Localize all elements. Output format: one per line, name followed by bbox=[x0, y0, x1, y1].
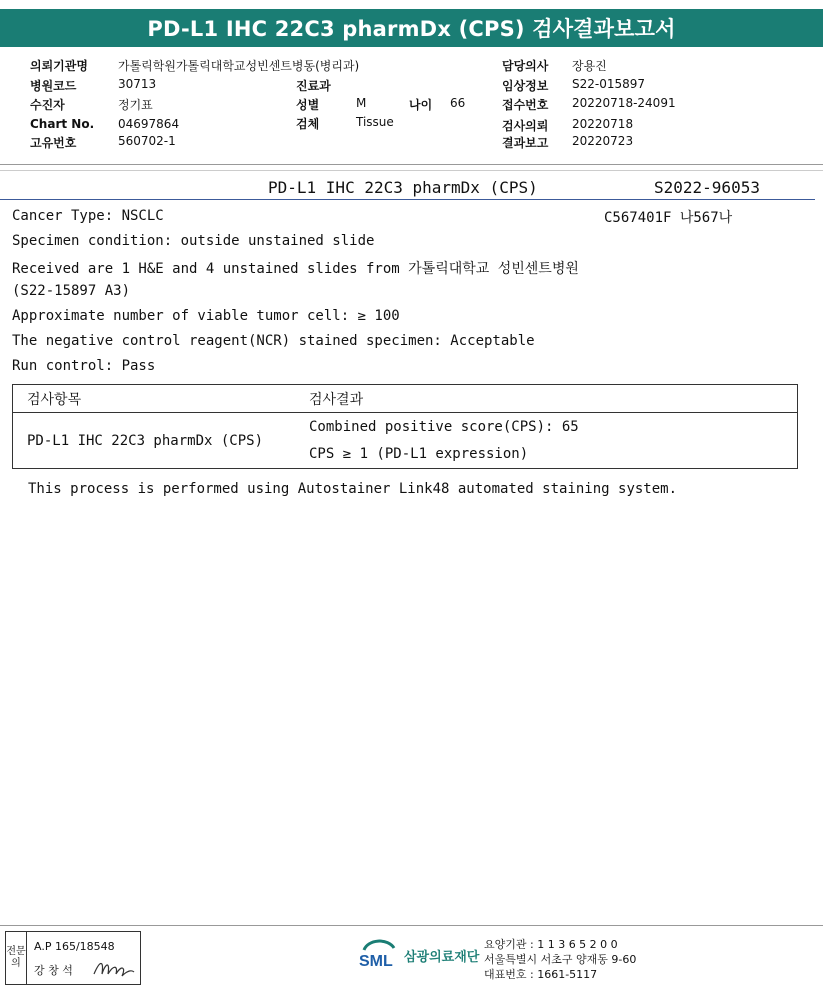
specimen-label: 검체 bbox=[296, 117, 320, 131]
report-line: The negative control reagent(NCR) stained specimen: Acceptable bbox=[12, 333, 535, 349]
org-name: 삼광의료재단 bbox=[404, 949, 480, 965]
logo-text: SML bbox=[359, 953, 393, 970]
report-line: (S22-15897 A3) bbox=[12, 283, 131, 299]
institution-value: 가톨릭학원가톨릭대학교성빈센트병동(병리과) bbox=[118, 59, 360, 73]
table-header-row bbox=[13, 385, 798, 413]
result-cps-score: Combined positive score(CPS): 65 bbox=[295, 413, 798, 441]
age-label: 나이 bbox=[409, 98, 433, 112]
footer-divider bbox=[0, 925, 823, 926]
clinical-value: S22-015897 bbox=[572, 77, 646, 91]
signature-icon bbox=[92, 956, 136, 980]
stamp-id: A.P 165/18548 bbox=[34, 940, 115, 953]
header-divider bbox=[0, 164, 823, 165]
report-line: Cancer Type: NSCLC bbox=[12, 208, 164, 224]
chart-value: 04697864 bbox=[118, 117, 180, 131]
request-value: 20220718 bbox=[572, 117, 634, 131]
report-title-underline bbox=[0, 199, 815, 200]
dept-label: 진료과 bbox=[296, 79, 331, 93]
sml-logo bbox=[358, 936, 479, 974]
receipt-label: 접수번호 bbox=[502, 98, 549, 112]
report-date-label: 결과보고 bbox=[502, 136, 549, 150]
test-item-cell: PD-L1 IHC 22C3 pharmDx (CPS) bbox=[13, 413, 296, 469]
org-code: 요양기관 : 1 1 3 6 5 2 0 0 bbox=[484, 938, 618, 951]
report-line: Approximate number of viable tumor cell: ≥ 100 bbox=[12, 308, 400, 324]
hospital-code-value: 30713 bbox=[118, 77, 157, 91]
report-line: Run control: Pass bbox=[12, 358, 156, 374]
result-table bbox=[12, 384, 798, 469]
receipt-value: 20220718-24091 bbox=[572, 96, 676, 110]
report-number: S2022-96053 bbox=[654, 178, 760, 197]
org-phone: 대표번호 : 1661-5117 bbox=[484, 968, 598, 981]
org-address bbox=[484, 937, 636, 982]
clinical-label: 임상정보 bbox=[502, 79, 549, 93]
header-cell-item: 검사항목 bbox=[13, 385, 296, 413]
sml-logo-icon bbox=[358, 936, 400, 974]
report-date-value: 20220723 bbox=[572, 134, 634, 148]
request-label: 검사의뢰 bbox=[502, 119, 549, 133]
pathologist-stamp bbox=[5, 931, 141, 985]
age-value: 66 bbox=[450, 96, 466, 110]
doctor-value: 장용진 bbox=[572, 59, 607, 73]
table-row bbox=[13, 413, 798, 441]
report-line: Received are 1 H&E and 4 unstained slides from 가톨릭대학교 성빈센트병원 bbox=[12, 261, 579, 277]
result-cps-interpretation: CPS ≥ 1 (PD-L1 expression) bbox=[295, 441, 798, 469]
process-note: This process is performed using Autostainer Link48 automated staining system. bbox=[28, 481, 678, 497]
report-test-title: PD-L1 IHC 22C3 pharmDx (CPS) bbox=[268, 178, 538, 197]
doctor-label: 담당의사 bbox=[502, 59, 549, 73]
sex-label: 성별 bbox=[296, 98, 320, 112]
chart-label: Chart No. bbox=[30, 117, 95, 131]
stamp-vertical-label: 전문의 bbox=[6, 932, 27, 984]
uid-label: 고유번호 bbox=[30, 136, 77, 150]
header-divider-inner bbox=[0, 170, 823, 171]
sex-value: M bbox=[356, 96, 367, 110]
hospital-code-label: 병원코드 bbox=[30, 79, 77, 93]
document-title: PD-L1 IHC 22C3 pharmDx (CPS) 검사결과보고서 bbox=[147, 17, 676, 41]
report-code: C567401F 나567나 bbox=[604, 210, 733, 226]
patient-label: 수진자 bbox=[30, 98, 65, 112]
patient-value: 정기표 bbox=[118, 98, 153, 112]
org-street: 서울특별시 서초구 양재동 9-60 bbox=[484, 953, 637, 966]
report-line: Specimen condition: outside unstained slide bbox=[12, 233, 375, 249]
institution-label: 의뢰기관명 bbox=[30, 59, 88, 73]
specimen-value: Tissue bbox=[356, 115, 394, 129]
report-title-bar bbox=[0, 9, 823, 47]
header-cell-result: 검사결과 bbox=[295, 385, 798, 413]
uid-value: 560702-1 bbox=[118, 134, 176, 148]
stamp-name: 강 창 석 bbox=[34, 964, 73, 977]
